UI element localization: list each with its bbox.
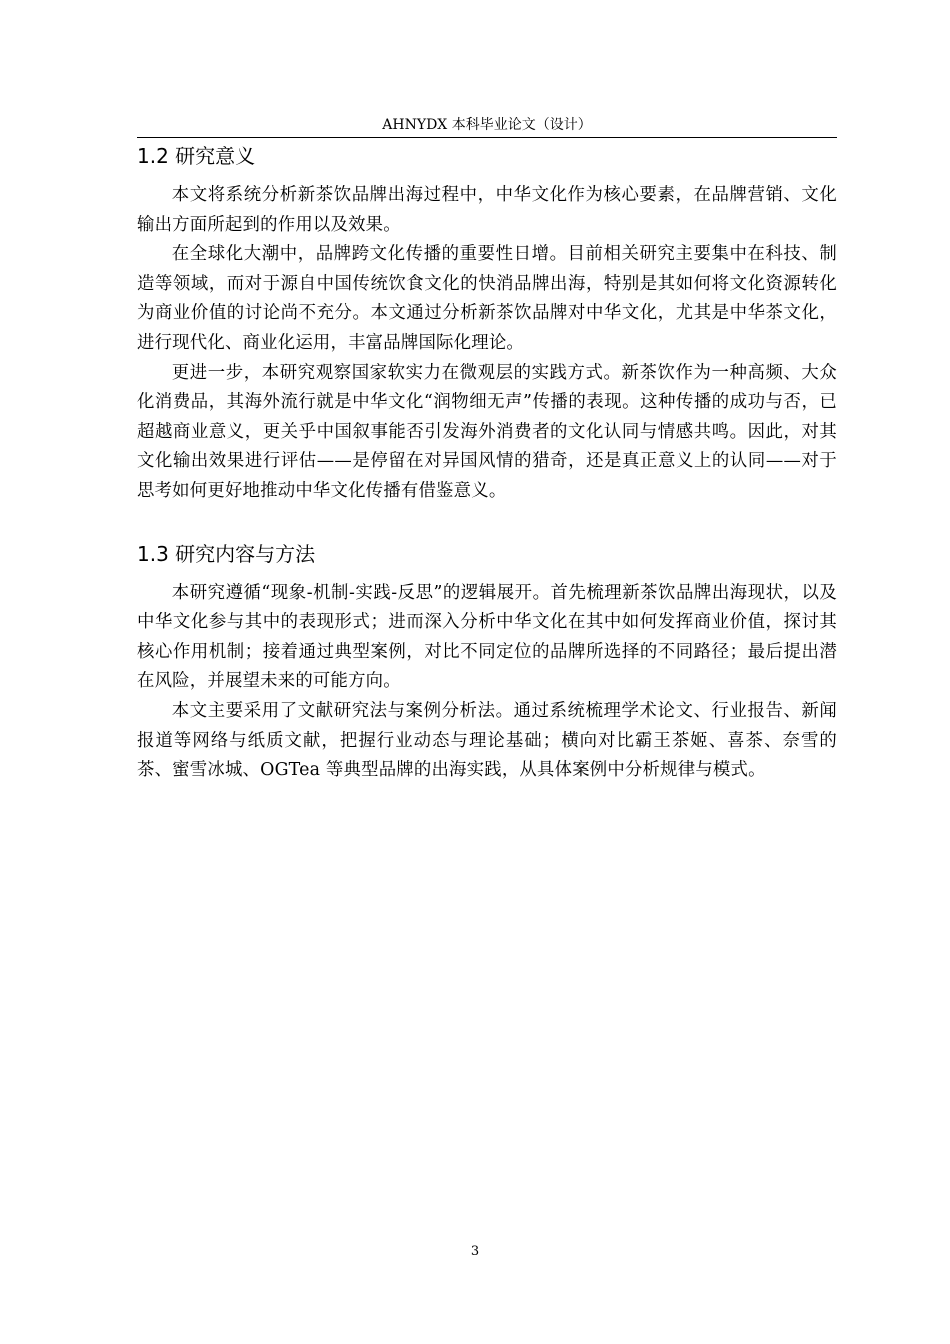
paragraph: 本研究遵循“现象-机制-实践-反思”的逻辑展开。首先梳理新茶饮品牌出海现状，以及中华文化参与其中的表现形式；进而深入分析中华文化在其中如何发挥商业价值，探讨其核心作用机制；接着通过典型案例，对比不同定位的品牌所选择的不同路径；最后提出潜在风险，并展望未来的可能方向。 xyxy=(137,582,837,692)
page-number: 3 xyxy=(470,1244,480,1259)
paragraph: 本文主要采用了文献研究法与案例分析法。通过系统梳理学术论文、行业报告、新闻报道等网络与纸质文献，把握行业动态与理论基础；横向对比霸王茶姬、喜茶、奈雪的茶、蜜雪冰城、OGTea 等典型品牌的出海实践，从具体案例中分析规律与模式。 xyxy=(137,700,837,781)
paragraph: 更进一步，本研究观察国家软实力在微观层的实践方式。新茶饮作为一种高频、大众化消费品，其海外流行就是中华文化“润物细无声”传播的表现。这种传播的成功与否，已超越商业意义，更关乎中国叙事能否引发海外消费者的文化认同与情感共鸣。因此，对其文化输出效果进行评估——是停留在对异国风情的猎奇，还是真正意义上的认同——对于思考如何更好地推动中华文化传播有借鉴意义。 xyxy=(137,362,837,501)
header-rule xyxy=(137,137,837,138)
section-heading-1-3: 1.3 研究内容与方法 xyxy=(137,541,316,566)
running-header: AHNYDX 本科毕业论文（设计） xyxy=(382,117,592,133)
paragraph: 在全球化大潮中，品牌跨文化传播的重要性日增。目前相关研究主要集中在科技、制造等领域，而对于源自中国传统饮食文化的快消品牌出海，特别是其如何将文化资源转化为商业价值的讨论尚不充分。本文通过分析新茶饮品牌对中华文化，尤其是中华茶文化，进行现代化、商业化运用，丰富品牌国际化理论。 xyxy=(137,244,837,353)
page-body xyxy=(137,142,837,786)
paragraph: 本文将系统分析新茶饮品牌出海过程中，中华文化作为核心要素，在品牌营销、文化输出方面所起到的作用以及效果。 xyxy=(137,185,837,235)
section-heading-1-2: 1.2 研究意义 xyxy=(137,144,256,168)
